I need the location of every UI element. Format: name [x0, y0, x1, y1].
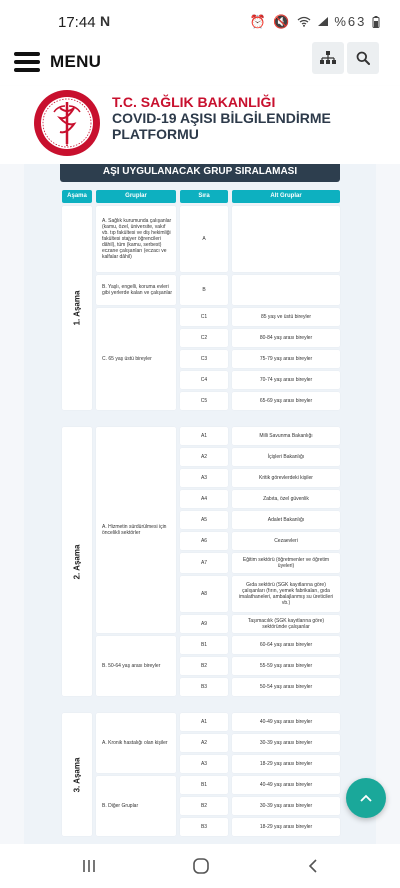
subgroup-cell: 40-49 yaş arası bireyler [232, 776, 340, 794]
order-cell: B2 [180, 657, 228, 675]
order-cell: A5 [180, 511, 228, 529]
order-cell: A3 [180, 469, 228, 487]
scroll-top-button[interactable] [346, 778, 386, 818]
col-header-groups: Gruplar [96, 190, 176, 203]
subgroup-cell: 30-39 yaş arası bireyler [232, 734, 340, 752]
subgroup-cell: Zabıta, özel güvenlik [232, 490, 340, 508]
subgroup-cell: Cezaevleri [232, 532, 340, 550]
chevron-up-icon [360, 794, 372, 802]
group-cell: C. 65 yaş üstü bireyler [96, 308, 176, 410]
alarm-icon: ⏰ [249, 14, 268, 29]
col-header-subgroups: Alt Gruplar [232, 190, 340, 203]
subgroup-cell: Kritik görevlerdeki kişiler [232, 469, 340, 487]
group-cell: B. Yaşlı, engelli, koruma evleri gibi yerlerde kalan ve çalışanlar [96, 275, 176, 305]
header-subtitle: COVID-19 AŞISI BİLGİLENDİRME PLATFORMU [112, 110, 331, 142]
battery-icon [372, 16, 380, 28]
subgroup-cell: 65-69 yaş arası bireyler [232, 392, 340, 410]
search-button[interactable] [347, 42, 379, 74]
menu-label: MENU [50, 52, 102, 71]
subgroup-cell: Adalet Bakanlığı [232, 511, 340, 529]
subgroup-cell: Milli Savunma Bakanlığı [232, 427, 340, 445]
recents-icon [81, 858, 97, 874]
order-cell: A6 [180, 532, 228, 550]
order-cell: B3 [180, 678, 228, 696]
order-cell: A8 [180, 576, 228, 612]
order-cell: A9 [180, 615, 228, 633]
battery-label: %63 [334, 14, 367, 29]
wifi-icon [297, 16, 311, 27]
ministry-logo [32, 88, 102, 158]
subgroup-cell: 70-74 yaş arası bireyler [232, 371, 340, 389]
content-area [0, 164, 400, 844]
header-title: T.C. SAĞLIK BAKANLIĞI [112, 94, 276, 110]
order-cell: B [180, 275, 228, 305]
site-header [0, 86, 400, 164]
phase-label: 3. Aşama [72, 757, 81, 792]
back-icon [307, 858, 319, 874]
order-cell: B3 [180, 818, 228, 836]
phase-cell [62, 206, 92, 410]
menu-button[interactable] [14, 46, 101, 78]
sitemap-icon [320, 51, 336, 65]
back-button[interactable] [298, 854, 328, 878]
subgroup-cell [232, 275, 340, 305]
order-cell: A2 [180, 734, 228, 752]
status-icons [249, 14, 380, 30]
subgroup-cell: 50-54 yaş arası bireyler [232, 678, 340, 696]
top-bar [0, 40, 400, 86]
subgroup-cell: Taşımacılık (SGK kayıtlarına göre) sektöründe çalışanlar [232, 615, 340, 633]
phase-cell [62, 427, 92, 696]
order-cell: A1 [180, 713, 228, 731]
hamburger-icon [14, 52, 40, 72]
order-cell: B1 [180, 776, 228, 794]
phase-cell [62, 713, 92, 836]
group-cell: B. 50-64 yaş arası bireyler [96, 636, 176, 696]
android-nav-bar [0, 844, 400, 888]
table-title: AŞI UYGULANACAK GRUP SIRALAMASI [60, 164, 340, 182]
order-cell: B2 [180, 797, 228, 815]
col-header-phase: Aşama [62, 190, 92, 203]
order-cell: C4 [180, 371, 228, 389]
subgroup-cell: 18-29 yaş arası bireyler [232, 755, 340, 773]
order-cell: A [180, 206, 228, 272]
col-header-order: Sıra [180, 190, 228, 203]
order-cell: C5 [180, 392, 228, 410]
mute-icon: 🔇 [273, 14, 292, 29]
order-cell: C2 [180, 329, 228, 347]
order-cell: C1 [180, 308, 228, 326]
subgroup-cell: 85 yaş ve üstü bireyler [232, 308, 340, 326]
group-cell: A. Hizmetin sürdürülmesi için öncelikli sektörler [96, 427, 176, 633]
home-button[interactable] [186, 854, 216, 878]
subgroup-cell: Eğitim sektörü (öğretmenler ve öğretim üyeleri) [232, 553, 340, 573]
subgroup-cell: 30-39 yaş arası bireyler [232, 797, 340, 815]
order-cell: A3 [180, 755, 228, 773]
home-icon [192, 857, 210, 875]
order-cell: A2 [180, 448, 228, 466]
carrier-glyph: N [100, 13, 111, 29]
order-cell: B1 [180, 636, 228, 654]
phase-label: 1. Aşama [72, 290, 81, 326]
recents-button[interactable] [74, 854, 104, 878]
subgroup-cell: 75-79 yaş arası bireyler [232, 350, 340, 368]
status-bar [0, 0, 400, 40]
signal-icon [317, 16, 329, 27]
subgroup-cell: 55-59 yaş arası bireyler [232, 657, 340, 675]
subgroup-cell: 40-49 yaş arası bireyler [232, 713, 340, 731]
subgroup-cell: 18-29 yaş arası bireyler [232, 818, 340, 836]
group-cell: A. Sağlık kurumunda çalışanlar (kamu, özel, üniversite, vakıf vb. tıp fakültesi ve diş hekimliği fakültesi stajyer öğrencileri dâhil), tüm (kamu, serbest) eczane çalışanları (eczacı ve kalfalar dâhil) [96, 206, 176, 272]
group-cell: B. Diğer Gruplar [96, 776, 176, 836]
subgroup-cell: 60-64 yaş arası bireyler [232, 636, 340, 654]
subgroup-cell: 80-84 yaş arası bireyler [232, 329, 340, 347]
order-cell: C3 [180, 350, 228, 368]
group-cell: A. Kronik hastalığı olan kişiler [96, 713, 176, 773]
search-icon [356, 51, 370, 65]
status-time: 17:44 [58, 14, 96, 31]
subgroup-cell [232, 206, 340, 272]
subgroup-cell: İçişleri Bakanlığı [232, 448, 340, 466]
sitemap-button[interactable] [312, 42, 344, 74]
order-cell: A4 [180, 490, 228, 508]
phase-label: 2. Aşama [72, 544, 81, 579]
subgroup-cell: Gıda sektörü (SGK kayıtlarına göre) çalışanları (fırın, yemek fabrikaları, gıda imalathaneleri, ambalajlanmış su üreticileri vb.) [232, 576, 340, 612]
order-cell: A7 [180, 553, 228, 573]
order-cell: A1 [180, 427, 228, 445]
